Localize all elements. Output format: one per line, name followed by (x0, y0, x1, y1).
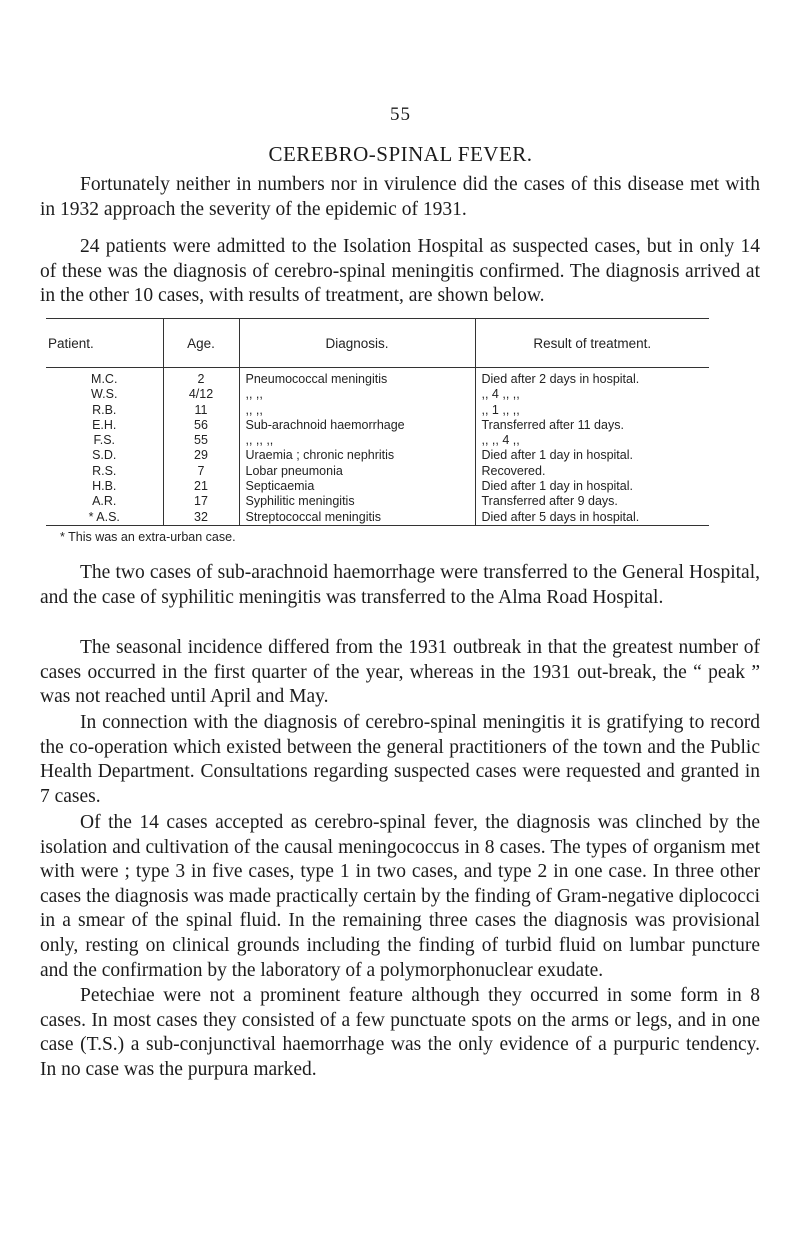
cell-result: Died after 5 days in hospital. (475, 510, 709, 526)
cell-patient: M.C. (91, 372, 118, 386)
table-footnote: * This was an extra-urban case. (60, 530, 236, 544)
header-patient: Patient. (46, 319, 163, 368)
cell-result: Recovered. (475, 464, 709, 479)
table-row (46, 448, 709, 463)
cell-diagnosis: ,, ,, (239, 403, 475, 418)
cell-age: 29 (163, 448, 239, 463)
table-row (46, 387, 709, 402)
cell-age: 56 (163, 418, 239, 433)
page-number: 55 (390, 104, 411, 125)
cell-diagnosis: Sub-arachnoid haemorrhage (239, 418, 475, 433)
cell-patient: H.B. (92, 479, 117, 494)
cell-age: 4/12 (163, 387, 239, 402)
cell-result: Died after 2 days in hospital. (475, 368, 709, 388)
cell-diagnosis: Pneumococcal meningitis (239, 368, 475, 388)
cell-age: 17 (163, 494, 239, 509)
cell-patient: W.S. (91, 387, 118, 402)
table-row (46, 464, 709, 479)
paragraph-petechiae: Petechiae were not a prominent feature although they occurred in some form in 8 cases. In most cases they consisted of a few punctuate spots on the arms or legs, and in one case (T.S.) a sub-conjunctival haemorrhage was the only evidence of a purpuric tendency. In no case was the purpura marked. (40, 985, 760, 1080)
cell-patient: * A.S. (46, 510, 163, 526)
cell-diagnosis: Septicaemia (239, 479, 475, 494)
cell-result: ,, ,, 4 ,, (475, 433, 709, 448)
table-row (46, 418, 709, 433)
cell-diagnosis: ,, ,, (239, 387, 475, 402)
cell-patient: A.R. (92, 494, 117, 509)
cell-patient: R.B. (92, 402, 117, 417)
cell-age: 32 (163, 510, 239, 526)
table-header-row (46, 319, 709, 368)
table-row (46, 403, 709, 418)
header-age: Age. (163, 319, 239, 368)
paragraph-intro: Fortunately neither in numbers nor in virulence did the cases of this disease met with in 1932 approach the severity of the epidemic of 1931. (40, 174, 760, 220)
table-row (46, 368, 709, 388)
table-row (46, 433, 709, 448)
cell-result: Died after 1 day in hospital. (475, 479, 709, 494)
cell-diagnosis: Streptococcal meningitis (239, 510, 475, 526)
paragraph-seasonal: The seasonal incidence differed from the 1931 outbreak in that the greatest number of cases occurred in the first quarter of the year, whereas in the 1931 out-break, the “ peak ” was not reached until April and May. (40, 637, 760, 708)
header-result: Result of treatment. (475, 319, 709, 368)
paragraph-diagnosis: Of the 14 cases accepted as cerebro-spinal fever, the diagnosis was clinched by the isolation and cultivation of the causal meningococcus in 8 cases. The types of organism met with were ; type 3 in five cases, type 1 in two cases, and type 2 in one case. In three other cases the diagnosis was made practically certain by the finding of Gram-negative diplococci in a smear of the spinal fluid. In the remaining three cases the diagnosis was provisional only, resting on clinical grounds including the finding of turbid fluid on lumbar puncture and the confirmation by the laboratory of a polymorphonuclear exudate. (40, 812, 760, 981)
cell-age: 7 (163, 464, 239, 479)
paragraph-admissions: 24 patients were admitted to the Isolation Hospital as suspected cases, but in only 14 of these was the diagnosis of cerebro-spinal meningitis confirmed. The diagnosis arrived at in the other 10 cases, with results of treatment, are shown below. (40, 236, 760, 307)
paragraph-transfers: The two cases of sub-arachnoid haemorrhage were transferred to the General Hospital, and the case of syphilitic meningitis was transferred to the Alma Road Hospital. (40, 562, 760, 608)
cell-age: 55 (163, 433, 239, 448)
cell-diagnosis: Syphilitic meningitis (239, 494, 475, 509)
cell-patient: E.H. (92, 417, 117, 432)
cell-age: 21 (163, 479, 239, 494)
cell-diagnosis: Lobar pneumonia (239, 464, 475, 479)
table-row (46, 479, 709, 494)
section-heading: CEREBRO-SPINAL FEVER. (268, 142, 533, 166)
cell-patient: R.S. (92, 463, 117, 478)
cell-result: Transferred after 11 days. (475, 418, 709, 433)
cell-result: ,, 4 ,, ,, (475, 387, 709, 402)
table-row (46, 510, 709, 526)
cell-diagnosis: ,, ,, ,, (239, 433, 475, 448)
cell-result: Died after 1 day in hospital. (475, 448, 709, 463)
cell-patient: F.S. (93, 433, 116, 448)
cell-age: 11 (163, 403, 239, 418)
table-row (46, 494, 709, 509)
diagnosis-table (46, 318, 709, 526)
cell-age: 2 (163, 368, 239, 388)
cell-result: Transferred after 9 days. (475, 494, 709, 509)
cell-diagnosis: Uraemia ; chronic nephritis (239, 448, 475, 463)
paragraph-cooperation: In connection with the diagnosis of cerebro-spinal meningitis it is gratifying to record the co-operation which existed between the general practitioners of the town and the Public Health Department. Consultations regarding suspected cases were requested and granted in 7 cases. (40, 712, 760, 807)
cell-result: ,, 1 ,, ,, (475, 403, 709, 418)
cell-patient: S.D. (92, 448, 117, 463)
header-diagnosis: Diagnosis. (239, 319, 475, 368)
